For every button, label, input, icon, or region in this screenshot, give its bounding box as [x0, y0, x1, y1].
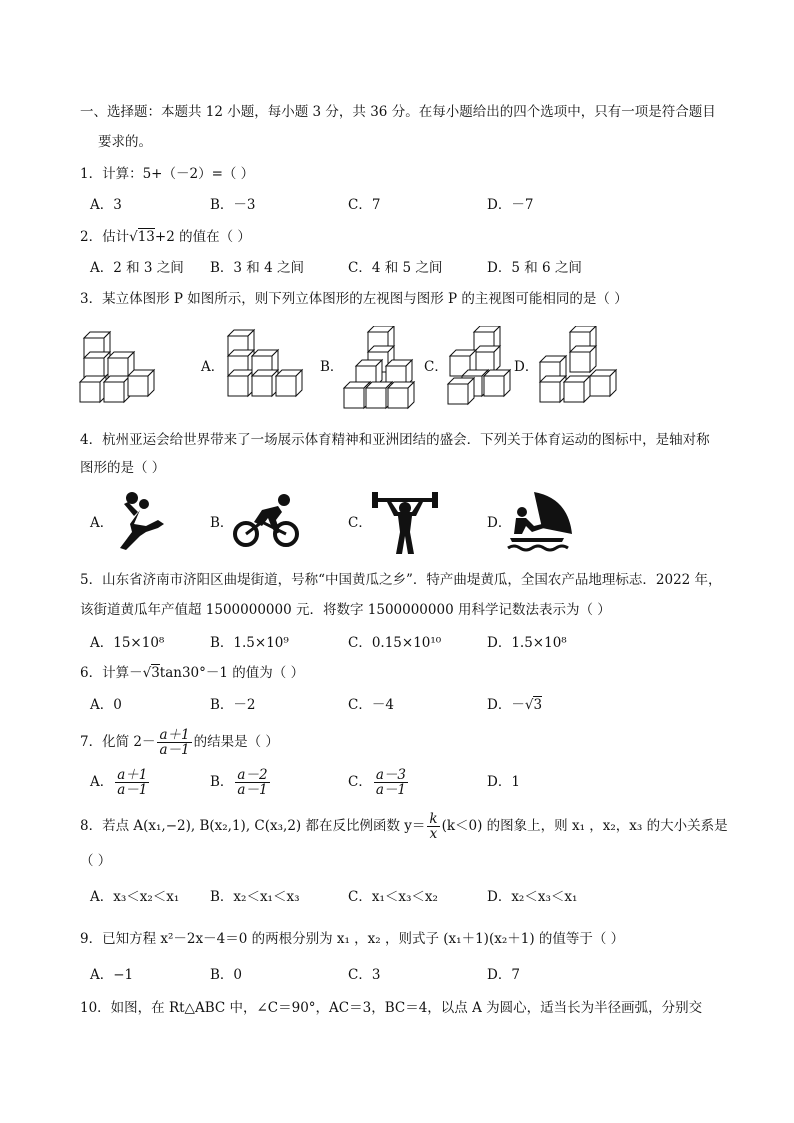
q3-figure-a [222, 326, 322, 398]
q8-option-a: A．x₃＜x₂＜x₁ [90, 889, 180, 905]
q3-figure-b [340, 326, 430, 410]
q2-option-d: D．5 和 6 之间 [487, 260, 582, 276]
q2-option-c: C．4 和 5 之间 [348, 260, 443, 276]
q8-option-b: B．x₂＜x₁＜x₃ [210, 889, 300, 905]
q8-fraction: $\frac{k}{x}$ [429, 811, 438, 842]
q1-stem: 1．计算：5+（－2）=（ ） [80, 166, 255, 182]
q5-option-b: B．1.5×10⁹ [210, 635, 289, 651]
q6-option-d: D．－√3 [487, 697, 543, 713]
q3-option-b: B． [320, 359, 344, 375]
q5-stem-line2: 该街道黄瓜年产值超 1500000000 元．将数字 1500000000 用科学记数法表示为（ ） [80, 602, 611, 618]
q7-fraction: $\frac{a+1}{a-1}$ [159, 727, 190, 758]
cycling-icon [232, 492, 302, 552]
section-heading-line1: 一、选择题：本题共 12 小题，每小题 3 分，共 36 分。在每小题给出的四个选项中，只有一项是符合题目 [80, 104, 716, 120]
q6-option-b: B．－2 [210, 697, 256, 713]
q1-option-b: B．－3 [210, 197, 256, 213]
weightlifting-icon [370, 488, 440, 556]
figure-p-cubes [78, 326, 168, 406]
q1-option-a: A．3 [90, 197, 122, 213]
q2-stem: 2．估计√13+2 的值在（ ） [80, 229, 251, 245]
q7-option-d: D．1 [487, 774, 520, 790]
q5-stem-line1: 5．山东省济南市济阳区曲堤街道，号称“中国黄瓜之乡”．特产曲堤黄瓜，全国农产品地理标志．2022 年， [80, 572, 722, 588]
q5-option-d: D．1.5×10⁸ [487, 635, 567, 651]
q3-stem: 3．某立体图形 P 如图所示，则下列立体图形的左视图与图形 P 的主视图可能相同的是（ ） [80, 291, 628, 307]
sqrt-symbol: √ [129, 229, 138, 245]
q2-option-a: A．2 和 3 之间 [90, 260, 184, 276]
q3-option-d: D． [514, 359, 539, 375]
q4-option-a: A． [90, 515, 114, 531]
q9-option-d: D．7 [487, 967, 520, 983]
sailing-icon [506, 488, 576, 554]
q4-option-d: D． [487, 515, 512, 531]
q1-option-c: C．7 [348, 197, 381, 213]
q9-option-c: C．3 [348, 967, 381, 983]
q6-option-a: A．0 [90, 697, 122, 713]
q7-option-c: C． $\frac{a-3}{a-1}$ [348, 767, 406, 798]
q2-option-b: B．3 和 4 之间 [210, 260, 304, 276]
sqrt-symbol: √ [142, 665, 152, 681]
q6-stem: 6．计算－√3tan30°－1 的值为（ ） [80, 665, 305, 681]
q5-option-c: C．0.15×10¹⁰ [348, 635, 442, 651]
q10-stem: 10．如图，在 Rt△ABC 中，∠C＝90°，AC＝3，BC＝4，以点 A 为圆心，适当长为半径画弧，分别交 [80, 1000, 703, 1016]
q7-stem: 7．化简 2－ $\frac{a+1}{a-1}$ 的结果是（ ） [80, 727, 279, 758]
q7-option-a: A． $\frac{a+1}{a-1}$ [90, 767, 148, 798]
q4-option-c: C． [348, 515, 372, 531]
q8-stem-line2: （ ） [80, 853, 112, 869]
q4-option-b: B． [210, 515, 234, 531]
q3-option-a: A． [201, 359, 225, 375]
q9-option-a: A．−1 [90, 967, 134, 983]
q5-option-a: A．15×10⁸ [90, 635, 165, 651]
sqrt-symbol: √ [524, 697, 534, 713]
q4-stem-line2: 图形的是（ ） [80, 460, 166, 476]
q8-stem: 8．若点 A(x₁,−2), B(x₂,1), C(x₃,2) 都在反比例函数 y＝ $\frac{k}{x}$ (k＜0) 的图象上，则 x₁ ，x₂，x₃ 的大小关系是 [80, 811, 728, 842]
q8-option-c: C．x₁＜x₃＜x₂ [348, 889, 438, 905]
section-heading-line2: 要求的。 [98, 134, 152, 150]
q6-option-c: C．－4 [348, 697, 394, 713]
q7-option-b: B． $\frac{a-2}{a-1}$ [210, 767, 268, 798]
q9-stem: 9．已知方程 x²－2x－4＝0 的两根分别为 x₁ ，x₂ ，则式子 (x₁＋1)(x₂＋1) 的值等于（ ） [80, 931, 625, 947]
volleyball-icon [112, 490, 178, 556]
q9-option-b: B．0 [210, 967, 243, 983]
q4-stem-line1: 4．杭州亚运会给世界带来了一场展示体育精神和亚洲团结的盛会．下列关于体育运动的图标中，是轴对称 [80, 432, 710, 448]
q1-option-d: D．－7 [487, 197, 534, 213]
q3-option-c: C． [424, 359, 448, 375]
q3-figure-d [536, 326, 626, 410]
q8-option-d: D．x₂＜x₃＜x₁ [487, 889, 578, 905]
